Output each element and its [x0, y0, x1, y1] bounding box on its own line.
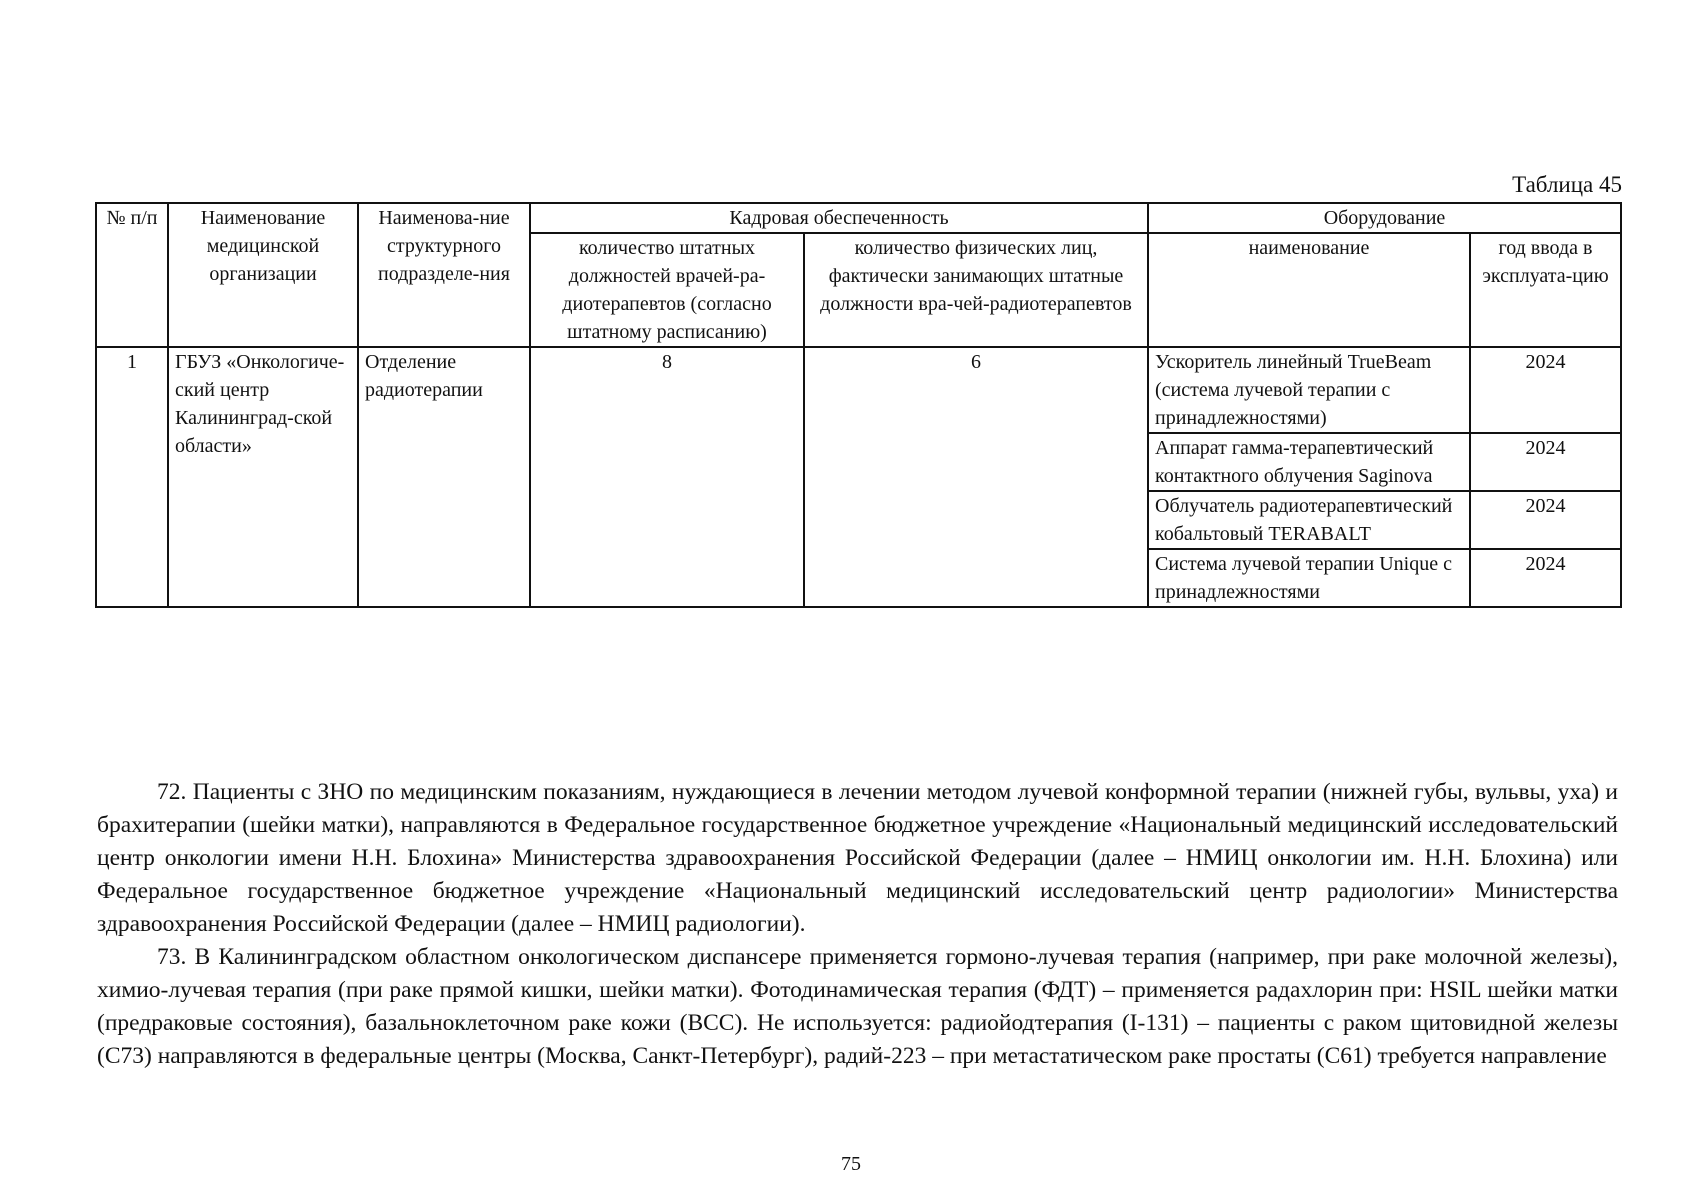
paragraph-72: 72. Пациенты с ЗНО по медицинским показаниям, нуждающиеся в лечении методом лучевой конформной терапии (нижней губы, вульвы, уха) и брахитерапии (шейки матки), направляются в Федеральное государственное бюджетное учреждение «Национальный медицинский исследовательский центр онкологии имени Н.Н. Блохина» Министерства здравоохранения Российской Федерации (далее – НМИЦ онкологии им. Н.Н. Блохина) или Федеральное государственное бюджетное учреждение «Национальный медицинский исследовательский центр радиологии» Министерства здравоохранения Российской Федерации (далее – НМИЦ радиологии).: [97, 779, 1618, 937]
paragraph-73: 73. В Калининградском областном онкологическом диспансере применяется гормоно-лучевая терапия (например, при раке молочной железы), химио-лучевая терапия (при раке прямой кишки, шейки матки). Фотодинамическая терапия (ФДТ) – применяется радахлорин при: HSIL шейки матки (предраковые состояния), базальноклеточном раке кожи (BCC). Не используется: радиойодтерапия (I-131) – пациенты с раком щитовидной железы (C73) направляются в федеральные центры (Москва, Санкт-Петербург), радий-223 – при метастатическом раке простаты (C61) требуется направление: [97, 944, 1618, 1069]
cell-equip-name: Система лучевой терапии Unique с принадлежностями: [1148, 549, 1470, 607]
header-org: Наименование медицинской организации: [168, 203, 358, 347]
cell-staff-positions: 8: [530, 347, 804, 607]
header-equip-name: наименование: [1148, 233, 1470, 347]
staffing-equipment-table: [95, 202, 1622, 608]
table-row: [96, 347, 1621, 433]
header-row-1: [96, 203, 1621, 233]
table-caption: Таблица 45: [1512, 172, 1622, 197]
cell-equip-year: 2024: [1470, 433, 1621, 491]
page-number: 75: [841, 1153, 861, 1175]
cell-org: ГБУЗ «Онкологиче-ский центр Калининград-ской области»: [168, 347, 358, 607]
cell-equip-name: Ускоритель линейный TrueBeam (система лучевой терапии с принадлежностями): [1148, 347, 1470, 433]
cell-equip-year: 2024: [1470, 347, 1621, 433]
body-text: [97, 776, 1618, 1073]
header-staff-positions: количество штатных должностей врачей-ра-диотерапевтов (согласно штатному расписанию): [530, 233, 804, 347]
header-staff-persons: количество физических лиц, фактически занимающих штатные должности вра-чей-радиотерапевтов: [804, 233, 1148, 347]
header-num: № п/п: [96, 203, 168, 347]
header-equip-year: год ввода в эксплуата-цию: [1470, 233, 1621, 347]
cell-staff-persons: 6: [804, 347, 1148, 607]
header-staff-group: Кадровая обеспеченность: [530, 203, 1148, 233]
cell-num: 1: [96, 347, 168, 607]
cell-equip-year: 2024: [1470, 491, 1621, 549]
header-equip-group: Оборудование: [1148, 203, 1621, 233]
cell-equip-name: Аппарат гамма-терапевтический контактного облучения Saginova: [1148, 433, 1470, 491]
header-dept: Наименова-ние структурного подразделе-ния: [358, 203, 530, 347]
cell-equip-year: 2024: [1470, 549, 1621, 607]
cell-dept: Отделение радиотерапии: [358, 347, 530, 607]
cell-equip-name: Облучатель радиотерапевтический кобальтовый TERABALT: [1148, 491, 1470, 549]
